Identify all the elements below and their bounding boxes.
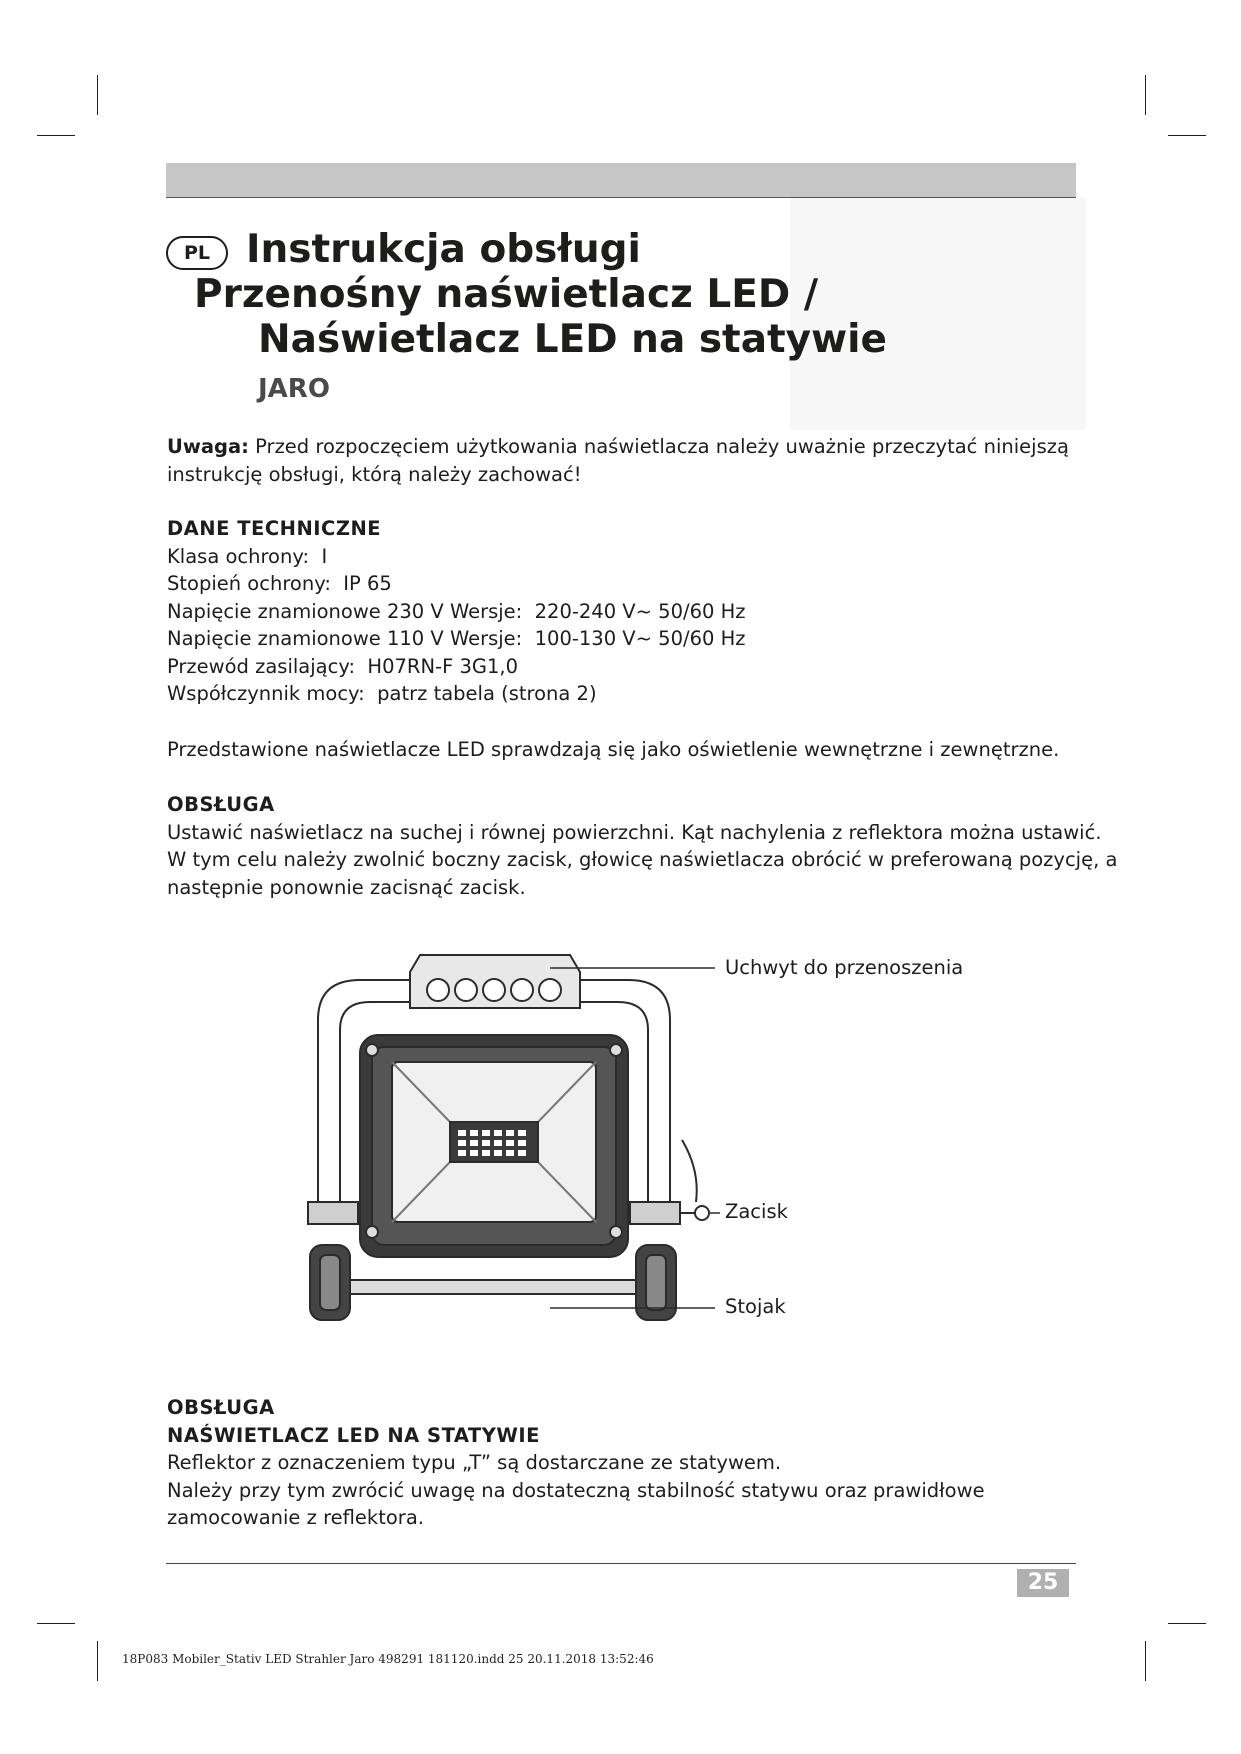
spec-row: Napięcie znamionowe 110 V Wersje: 100-130 V~ 50/60 Hz <box>167 627 746 650</box>
operation-line-2: W tym celu należy zwolnić boczny zacisk, głowicę naświetlacza obrócić w preferowaną pozycję, a <box>167 848 1118 871</box>
title-line-1: Instrukcja obsługi <box>246 227 641 272</box>
crop-mark-top-left-h <box>37 135 75 136</box>
crop-mark-top-right-h <box>1168 135 1206 136</box>
operation-line-1: Ustawić naświetlacz na suchej i równej powierzchni. Kąt nachylenia z reflektora można ustawić. <box>167 820 1102 844</box>
specs-section <box>167 515 745 708</box>
specs-heading: DANE TECHNICZNE <box>167 517 382 540</box>
tripod-line-1: Reflektor z oznaczeniem typu „T” są dostarczane ze statywem. <box>167 1451 782 1474</box>
operation-heading: OBSŁUGA <box>167 793 275 816</box>
label-clamp: Zacisk <box>725 1200 788 1223</box>
title-line-2: Przenośny naświetlacz LED / <box>194 272 819 317</box>
floodlight-illustration <box>300 940 970 1340</box>
title-background <box>790 198 1086 430</box>
floodlight-figure <box>300 940 970 1340</box>
language-badge: PL <box>166 236 228 270</box>
label-stand: Stojak <box>725 1295 786 1318</box>
print-footer: 18P083 Mobiler_Stativ LED Strahler Jaro 498291 181120.indd 25 20.11.2018 13:52:46 <box>122 1652 654 1666</box>
spec-row: Napięcie znamionowe 230 V Wersje: 220-240 V~ 50/60 Hz <box>167 599 746 623</box>
notice-label: Uwaga: <box>167 435 249 458</box>
operation-line-3: następnie ponownie zacisnąć zacisk. <box>167 875 526 899</box>
crop-mark-bottom-left-v <box>97 1641 98 1681</box>
title-line-3: Naświetlacz LED na statywie <box>258 317 887 362</box>
tripod-section <box>167 1394 985 1532</box>
specs-intro: Przedstawione naświetlacze LED sprawdzają się jako oświetlenie wewnętrzne i zewnętrzne. <box>167 738 1060 761</box>
crop-mark-bottom-left-h <box>37 1623 75 1624</box>
notice-text-1: Przed rozpoczęciem użytkowania naświetlacza należy uważnie przeczytać niniejszą <box>248 435 1069 458</box>
tripod-line-3: zamocowanie z reflektora. <box>167 1506 424 1529</box>
page-number: 25 <box>1017 1569 1069 1597</box>
operation-section <box>167 791 1117 901</box>
model-name: JARO <box>258 374 330 404</box>
spec-row: Współczynnik mocy: patrz tabela (strona 2) <box>167 682 597 705</box>
crop-mark-bottom-right-v <box>1145 1641 1146 1681</box>
crop-mark-top-right-v <box>1145 75 1146 115</box>
notice <box>167 433 1069 488</box>
notice-text-2: instrukcję obsługi, którą należy zachować! <box>167 462 582 486</box>
crop-mark-bottom-right-h <box>1168 1623 1206 1624</box>
spec-row: Klasa ochrony: I <box>167 544 328 568</box>
crop-mark-top-left-v <box>97 75 98 115</box>
label-handle: Uchwyt do przenoszenia <box>725 956 964 979</box>
bottom-divider <box>166 1563 1076 1564</box>
tripod-line-2: Należy przy tym zwrócić uwagę na dostateczną stabilność statywu oraz prawidłowe <box>167 1478 985 1502</box>
tripod-heading-2: NAŚWIETLACZ LED NA STATYWIE <box>167 1423 540 1447</box>
tripod-heading-1: OBSŁUGA <box>167 1396 275 1419</box>
header-bar <box>166 163 1076 198</box>
spec-row: Stopień ochrony: IP 65 <box>167 572 392 595</box>
spec-row: Przewód zasilający: H07RN-F 3G1,0 <box>167 654 519 678</box>
